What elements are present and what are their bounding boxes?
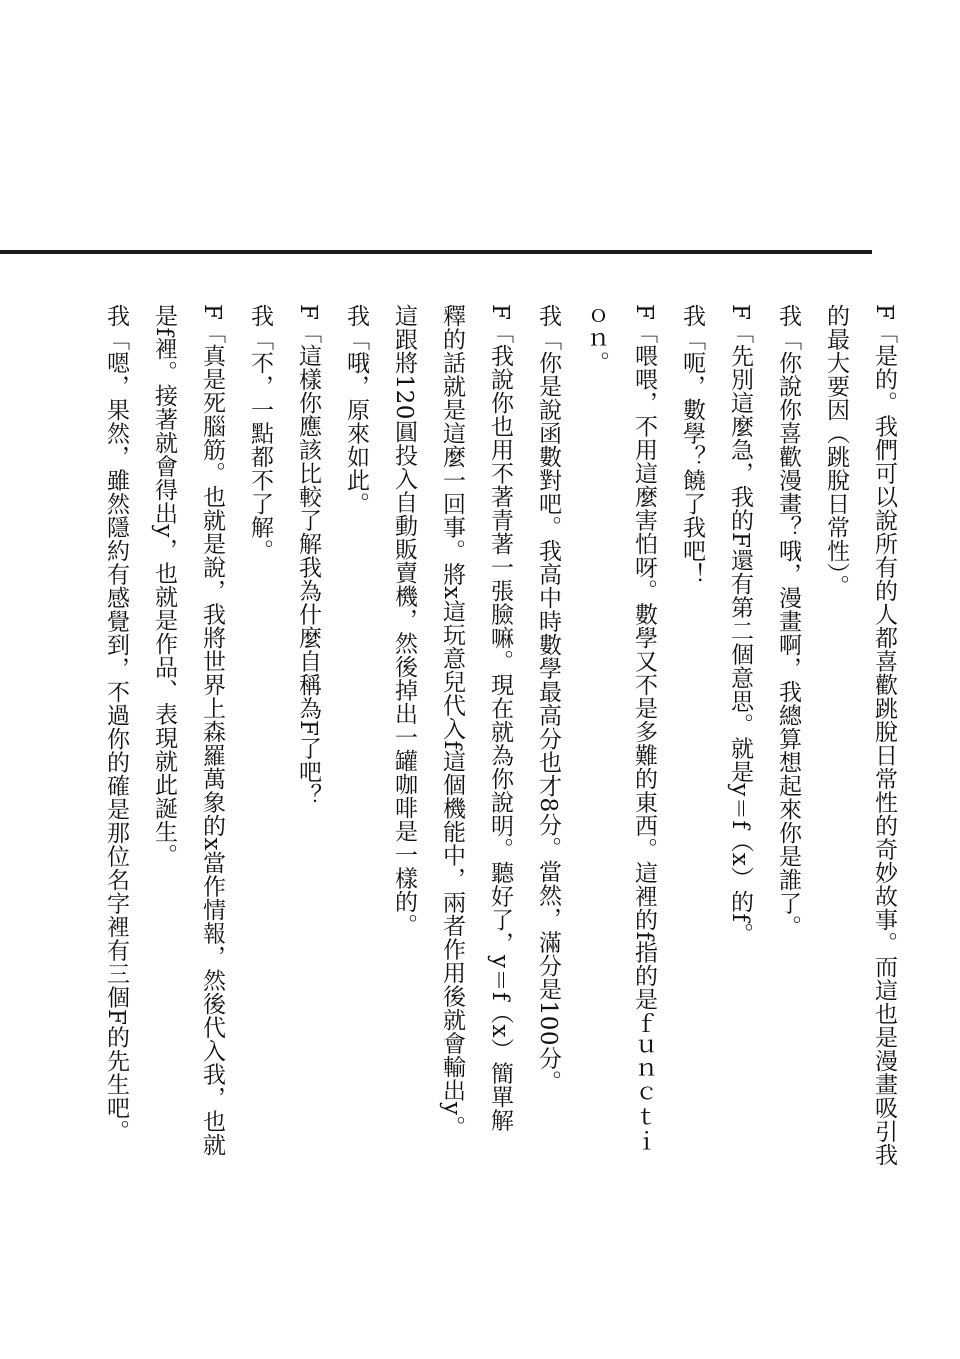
text-line-3: 我「你說你喜歡漫畫？哦，漫畫啊，我總算想起來你是誰了。 <box>775 304 801 939</box>
text-line-10: 釋的話就是這麼一回事。將x這玩意兒代入f這個機能中，兩者作用後就會輸出y。 <box>439 304 465 1139</box>
text-line-7: ｏｎ。 <box>583 304 609 375</box>
text-line-16: 是f裡。接著就會得出y，也就是作品、表現就此誕生。 <box>151 304 177 868</box>
text-line-15: F「真是死腦筋。也就是說，我將世界上森羅萬象的x當作情報，然後代入我，也就 <box>199 304 225 1157</box>
text-line-1: F「是的。我們可以說所有的人都喜歡跳脫日常性的奇妙故事。而這也是漫畫吸引我 <box>871 304 897 1167</box>
text-line-5: 我「呃，數學？饒了我吧！ <box>679 304 705 586</box>
text-line-14: 我「不，一點都不了解。 <box>247 304 273 563</box>
text-line-11: 這跟將120圓投入自動販賣機，然後掉出一罐咖啡是一樣的。 <box>391 304 417 937</box>
text-line-9: F「我說你也用不著青著一張臉嘛。現在就為你說明。聽好了，y＝f（x）簡單解 <box>487 304 513 1132</box>
text-line-12: 我「哦，原來如此。 <box>343 304 369 516</box>
text-line-6: F「喂喂，不用這麼害怕呀。數學又不是多難的東西。這裡的f指的是ｆｕｎｃｔｉ <box>631 304 657 1152</box>
text-line-2: 的最大要因（跳脫日常性）。 <box>823 304 849 598</box>
text-line-4: F「先別這麼急，我的F還有第二個意思。就是y＝f（x）的f。 <box>727 304 753 946</box>
text-line-13: F「這樣你應該比較了解我為什麼自稱為F了吧？ <box>295 304 321 807</box>
text-line-8: 我「你是說函數對吧。我高中時數學最高分也才8分。當然，滿分是100分。 <box>535 304 561 1094</box>
vertical-text-block <box>92 304 908 1167</box>
horizontal-rule <box>0 250 872 254</box>
text-line-17: 我「嗯，果然，雖然隱約有感覺到，不過你的確是那位名字裡有三個F的先生吧。 <box>103 304 129 1143</box>
